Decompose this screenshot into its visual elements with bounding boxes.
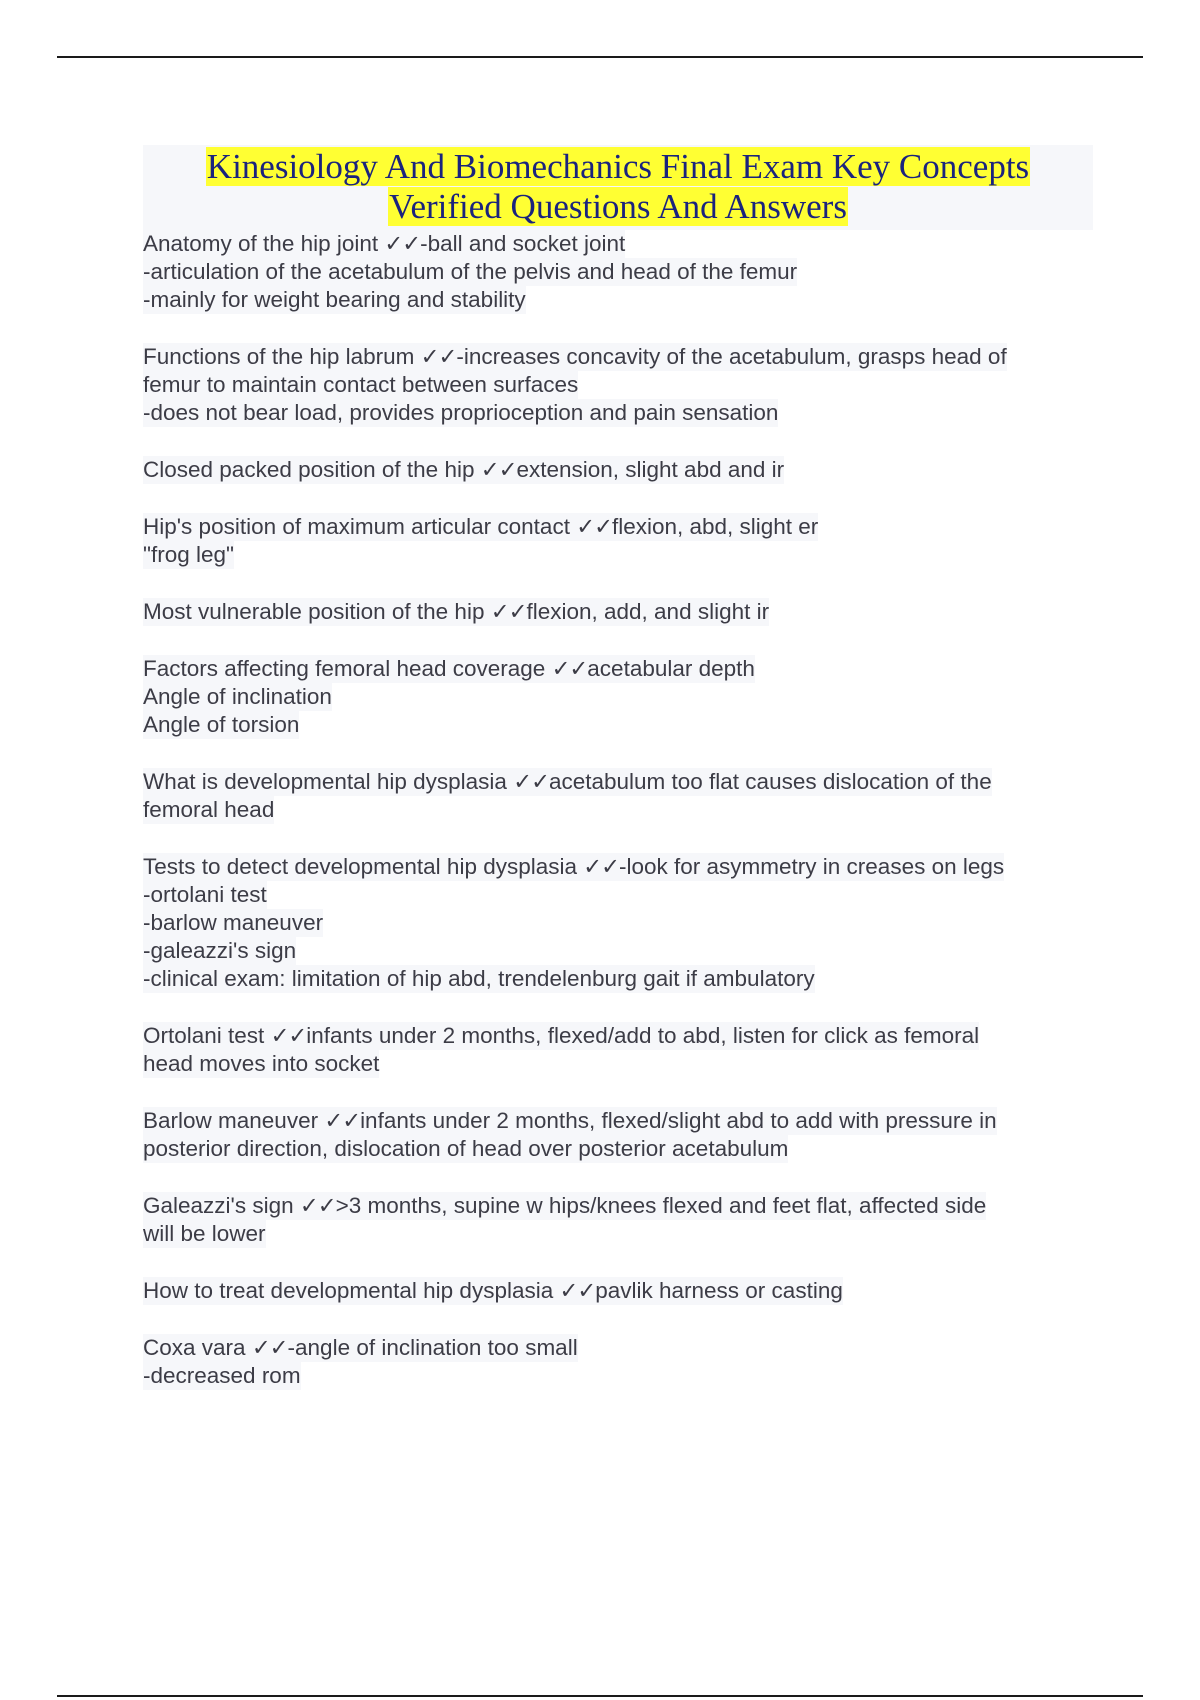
question-text: How to treat developmental hip dysplasia [143,1278,554,1303]
qa-item [143,853,1093,993]
qa-item [143,655,1093,739]
qa-first-line [143,768,992,796]
qa-first-line [143,230,625,258]
qa-first-line [143,1192,986,1220]
answer-continuation: will be lower [143,1221,266,1246]
qa-first-line [143,853,1004,881]
answer-continuation: head moves into socket [143,1051,380,1076]
answer-continuation: -galeazzi's sign [143,938,297,963]
answer-text: pavlik harness or casting [595,1278,843,1303]
qa-first-line [143,513,818,541]
title-line-2: Verified Questions And Answers [389,187,847,226]
answer-text: -increases concavity of the acetabulum, grasps head of [456,344,1007,369]
answer-text: flexion, add, and slight ir [526,599,770,624]
bottom-rule [57,1695,1143,1697]
question-text: Factors affecting femoral head coverage [143,656,546,681]
check-mark-icon: ✓✓ [551,656,588,682]
check-mark-icon: ✓✓ [384,231,421,257]
qa-first-line [143,598,769,626]
answer-continuation: -mainly for weight bearing and stability [143,287,526,312]
answer-text: acetabulum too flat causes dislocation of the [548,769,992,794]
question-text: Anatomy of the hip joint [143,231,379,256]
top-rule [57,56,1143,58]
qa-item [143,513,1093,569]
question-text: What is developmental hip dysplasia [143,769,507,794]
qa-first-line [143,655,755,683]
answer-text: -look for asymmetry in creases on legs [619,854,1005,879]
document-title [143,145,1093,230]
answer-continuation: posterior direction, dislocation of head over posterior acetabulum [143,1136,789,1161]
check-mark-icon: ✓✓ [270,1023,307,1049]
question-text: Galeazzi's sign [143,1193,294,1218]
qa-item [143,598,1093,626]
answer-text: extension, slight abd and ir [516,457,785,482]
check-mark-icon: ✓✓ [576,514,612,540]
check-mark-icon: ✓✓ [299,1193,336,1219]
qa-first-line [143,343,1007,371]
answer-text: infants under 2 months, flexed/slight abd to add with pressure in [360,1108,997,1133]
question-text: Tests to detect developmental hip dysplasia [143,854,578,879]
qa-item [143,1022,1093,1078]
document-body [143,145,1093,1419]
answer-continuation: Angle of torsion [143,712,300,737]
qa-item [143,343,1093,427]
qa-first-line [143,1334,578,1362]
qa-item [143,456,1093,484]
answer-continuation: femur to maintain contact between surfaces [143,372,579,397]
answer-continuation: "frog leg" [143,542,235,567]
qa-item [143,230,1093,314]
question-text: Ortolani test [143,1023,265,1048]
title-line-1: Kinesiology And Biomechanics Final Exam Key Concepts [206,147,1030,186]
question-text: Most vulnerable position of the hip [143,599,485,624]
check-mark-icon: ✓✓ [420,344,457,370]
check-mark-icon: ✓✓ [324,1108,361,1134]
answer-text: -ball and socket joint [420,231,626,256]
answer-continuation: -barlow maneuver [143,910,324,935]
answer-continuation: -decreased rom [143,1363,301,1388]
check-mark-icon: ✓✓ [513,769,549,795]
answer-continuation: -clinical exam: limitation of hip abd, trendelenburg gait if ambulatory [143,966,815,991]
qa-item [143,1334,1093,1390]
question-text: Closed packed position of the hip [143,457,475,482]
answer-text: infants under 2 months, flexed/add to abd, listen for click as femoral [306,1023,980,1048]
qa-item [143,1107,1093,1163]
question-text: Barlow maneuver [143,1108,319,1133]
answer-text: flexion, abd, slight er [611,514,819,539]
check-mark-icon: ✓✓ [251,1335,288,1361]
question-text: Hip's position of maximum articular contact [143,514,570,539]
answer-continuation: -ortolani test [143,882,267,907]
qa-first-line [143,1107,997,1135]
question-text: Functions of the hip labrum [143,344,415,369]
answer-continuation: -articulation of the acetabulum of the pelvis and head of the femur [143,259,798,284]
qa-first-line [143,456,784,484]
qa-first-line [143,1277,843,1305]
answer-continuation: Angle of inclination [143,684,332,709]
check-mark-icon: ✓✓ [490,599,527,625]
check-mark-icon: ✓✓ [583,854,619,880]
answer-text: >3 months, supine w hips/knees flexed and feet flat, affected side [335,1193,987,1218]
answer-text: -angle of inclination too small [287,1335,578,1360]
question-text: Coxa vara [143,1335,246,1360]
qa-first-line [143,1022,979,1050]
qa-item [143,768,1093,824]
qa-list [143,230,1093,1390]
qa-item [143,1277,1093,1305]
answer-continuation: femoral head [143,797,275,822]
check-mark-icon: ✓✓ [480,457,517,483]
answer-continuation: -does not bear load, provides proprioception and pain sensation [143,400,779,425]
check-mark-icon: ✓✓ [559,1278,596,1304]
answer-text: acetabular depth [587,656,755,681]
qa-item [143,1192,1093,1248]
